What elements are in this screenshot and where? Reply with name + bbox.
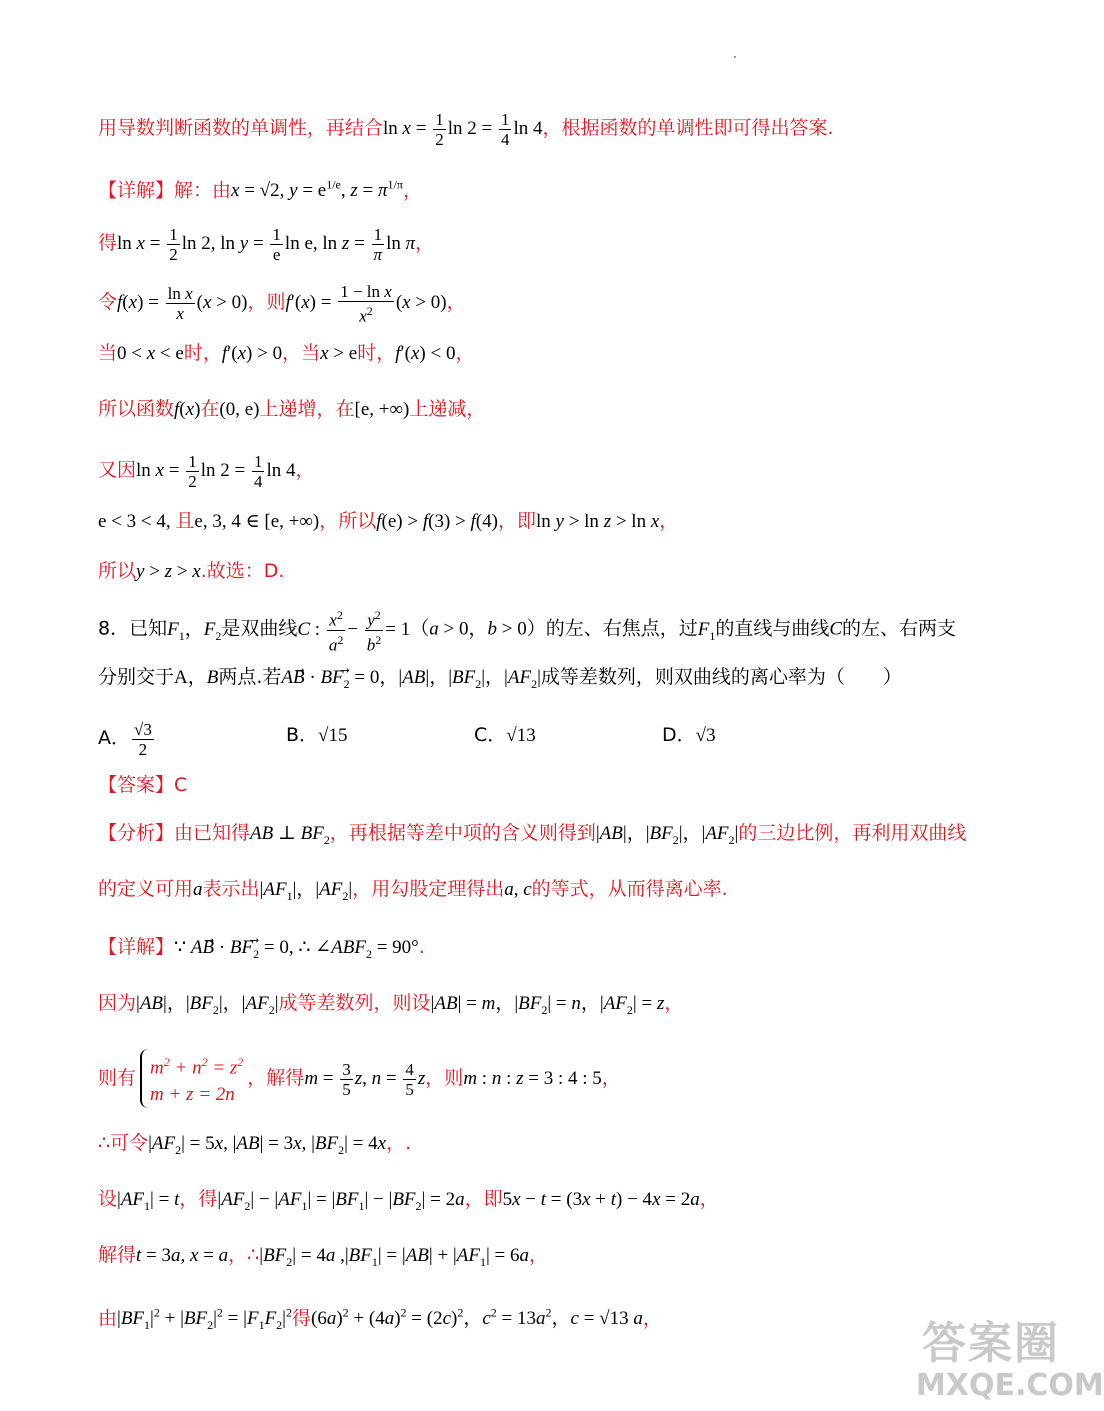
- detail-line-8: 所以y > z > x.故选：D.: [98, 560, 285, 582]
- option-b[interactable]: B．√15: [286, 724, 348, 746]
- math-ln: ln x = $\frac{1}{2}$ ln 2 = $\frac{1}{4}$ ln 4: [383, 110, 543, 149]
- answer-line: 【答案】C: [98, 774, 188, 796]
- analysis-line-1: 用导数判断函数的单调性，再结合ln x = $\frac{1}{2}$ ln 2 = $\frac{1}{4}$ ln 4，根据函数的单调性即可得出答案.: [98, 110, 834, 149]
- option-d[interactable]: D．√3: [662, 724, 716, 746]
- detail-line-3: 令f(x) = $\frac{\text{ln x}}{x}$ (x > 0)，则f′(x) = $\frac{\text{1 − ln x}}{x^2}$ (x > 0)，: [98, 282, 466, 326]
- detail-q8-line-7: 由$|BF_1|^2 + |BF_2|^2 = |F_1F_2|^2$得$(6a)^2 + (4a)^2 = (2c)^2$，$c^2 = 13a^2$，c = √13 a，: [98, 1306, 662, 1333]
- detail-q8-line-6: 解得t = 3a, x = a，$\therefore|BF_2| = 4a$ $,|BF_1| = |AB| + |AF_1| = 6a$，: [98, 1244, 548, 1269]
- math-xyz: x = √2, $y = e^{1/e}$, $z = \pi^{1/\pi}$: [231, 178, 403, 202]
- detail-q8-line-4: ∴可令$|AF_2| = 5x$, |AB| = 3x, $|BF_2| = 4x$，.: [98, 1132, 412, 1157]
- speck: [734, 56, 736, 58]
- detail-line-5: 所以函数f(x)在(0, e)上递增，在[e, +∞)上递减，: [98, 398, 486, 420]
- option-c[interactable]: C．√13: [474, 724, 536, 746]
- detail-q8-line-3: 则有 $m^2 + n^2 = z^2$ m + z = 2n，解得m = $\frac{3}{5}$ z, n = $\frac{4}{5}$ z，则m : n : z = 3 : 4 : 5，: [98, 1048, 621, 1109]
- math-fpx: f′(x) = $\frac{\text{1 − ln x}}{x^2}$ (x > 0): [285, 282, 447, 326]
- option-a[interactable]: A． $\frac{√3}{2}$: [98, 720, 152, 759]
- question-8-line-1: 8．已知$F_1$，$F_2$是双曲线C : $\frac{x^2}{a^2}$ − $\frac{y^2}{b^2}$ = 1（a > 0，b > 0）的左、右焦点，过$F_1$的直线与曲线C的左、右两支: [98, 608, 957, 655]
- watermark-logo: 答案圈 MXQE.COM: [916, 1318, 1104, 1403]
- detail-q8-line-5: 设$|AF_1| = t$，得$|AF_2| - |AF_1| = |BF_1| - |BF_2| = 2a$，即5x − t = (3x + t) − 4x = 2a，: [98, 1188, 719, 1213]
- detail-line-2: 得ln x = $\frac{1}{2}$ ln 2, ln y = $\frac{1}{e}$ ln e, ln z = $\frac{1}{\pi}$ ln π，: [98, 225, 435, 264]
- analysis-q8-line-1: 【分析】由已知得AB ⊥ $BF_2$，再根据等差中项的含义则得到|AB|，$|BF_2|$，$|AF_2|$的三边比例，再利用双曲线: [98, 822, 967, 847]
- detail-q8-line-2: 因为|AB|，$|BF_2|$，$|AF_2|$成等差数列，则设|AB| = m，$|BF_2| = n$，$|AF_2| = z$，: [98, 992, 684, 1017]
- detail-line-1: 【详解】解：由x = √2, $y = e^{1/e}$, $z = \pi^{1/\pi}$，: [98, 178, 422, 202]
- analysis-q8-line-2: 的定义可用a表示出$|AF_1|$，$|AF_2|$，用勾股定理得出a, c的等式，从而得离心率.: [98, 878, 728, 903]
- detail-line-7: e < 3 < 4, 且e, 3, 4 ∈ [e, +∞)，所以f(e) > f(3) > f(4)，即ln y > ln z > ln x，: [98, 510, 679, 532]
- math-logs: ln x = $\frac{1}{2}$ ln 2, ln y = $\frac{1}{e}$ ln e, ln z = $\frac{1}{\pi}$ ln π: [117, 225, 416, 264]
- equation-system: $m^2 + n^2 = z^2$ m + z = 2n: [140, 1049, 243, 1107]
- detail-q8-line-1: 【详解】∵ AB⃗ · $BF_2⃗ = 0$, ∴ $\angle ABF_2 = 90^\circ$.: [98, 936, 425, 961]
- detail-line-4: 当0 < x < e时，f′(x) > 0，当x > e时，f′(x) < 0，: [98, 342, 475, 364]
- math-fx: f(x) = $\frac{\text{ln x}}{x}$ (x > 0): [117, 284, 248, 324]
- question-8-line-2: 分别交于A，B两点.若AB⃗ · $BF_2⃗ = 0$，|AB|，$|BF_2|$，$|AF_2|$成等差数列，则双曲线的离心率为（ ）: [98, 666, 902, 691]
- detail-line-6: 又因ln x = $\frac{1}{2}$ ln 2 = $\frac{1}{4}$ ln 4，: [98, 452, 315, 491]
